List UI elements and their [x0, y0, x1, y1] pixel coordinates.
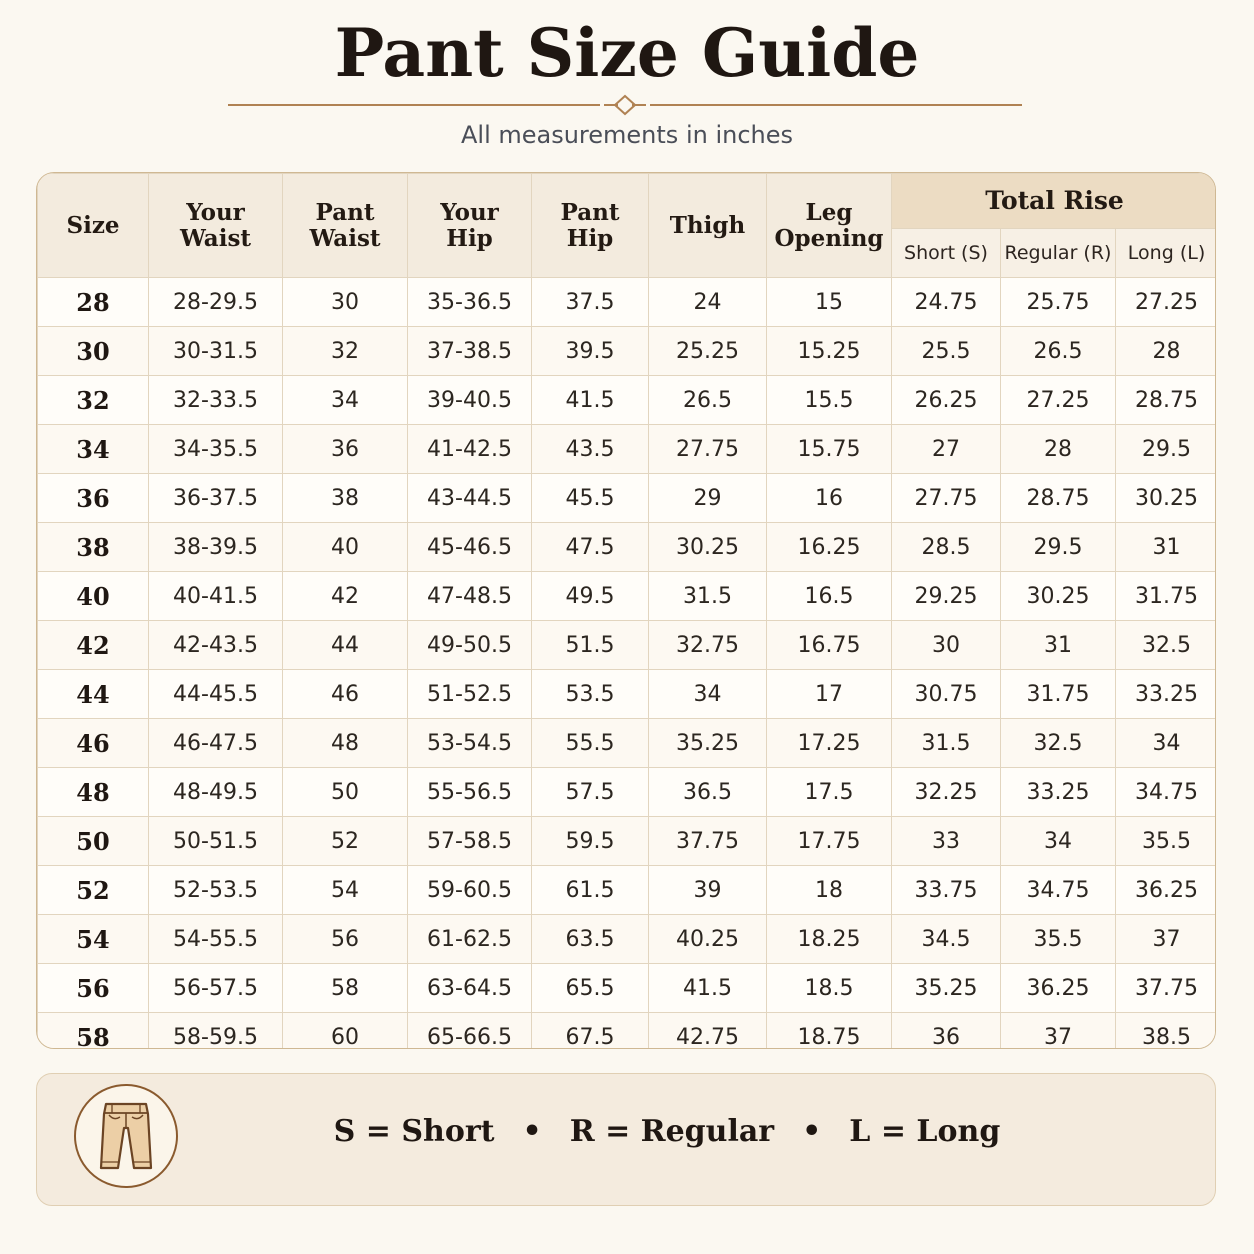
cell-pant-waist: 50: [283, 768, 408, 817]
cell-rise-regular: 34: [1001, 817, 1116, 866]
page-title: Pant Size Guide: [334, 14, 920, 92]
cell-your-hip: 35-36.5: [408, 278, 532, 327]
cell-size: 32: [38, 376, 149, 425]
table-row: [38, 278, 1217, 327]
cell-pant-waist: 44: [283, 621, 408, 670]
cell-pant-hip: 43.5: [532, 425, 649, 474]
cell-leg-opening: 16.25: [767, 523, 892, 572]
size-table-body: [38, 278, 1217, 1050]
cell-rise-long: 36.25: [1116, 866, 1217, 915]
header-size: [38, 174, 149, 278]
cell-your-waist: 34-35.5: [149, 425, 283, 474]
cell-your-hip: 51-52.5: [408, 670, 532, 719]
cell-pant-hip: 47.5: [532, 523, 649, 572]
cell-size: 52: [38, 866, 149, 915]
cell-rise-long: 30.25: [1116, 474, 1217, 523]
header-size-label: Size: [66, 211, 120, 239]
cell-leg-opening: 16: [767, 474, 892, 523]
cell-rise-long: 27.25: [1116, 278, 1217, 327]
cell-thigh: 40.25: [649, 915, 767, 964]
cell-rise-regular: 26.5: [1001, 327, 1116, 376]
cell-rise-long: 32.5: [1116, 621, 1217, 670]
cell-thigh: 27.75: [649, 425, 767, 474]
cell-pant-waist: 30: [283, 278, 408, 327]
subheader-long: Long (L): [1116, 229, 1217, 278]
table-row: [38, 572, 1217, 621]
header-your-hip: [408, 174, 532, 278]
cell-your-hip: 47-48.5: [408, 572, 532, 621]
header-label-line: Pant: [315, 198, 375, 226]
cell-rise-regular: 35.5: [1001, 915, 1116, 964]
cell-leg-opening: 18.75: [767, 1013, 892, 1050]
legend-text: [217, 1114, 1117, 1149]
cell-pant-hip: 61.5: [532, 866, 649, 915]
cell-your-hip: 39-40.5: [408, 376, 532, 425]
cell-rise-long: 37.75: [1116, 964, 1217, 1013]
cell-rise-long: 31: [1116, 523, 1217, 572]
cell-rise-short: 26.25: [892, 376, 1001, 425]
cell-pant-hip: 59.5: [532, 817, 649, 866]
cell-leg-opening: 15: [767, 278, 892, 327]
cell-rise-regular: 29.5: [1001, 523, 1116, 572]
cell-thigh: 34: [649, 670, 767, 719]
header-leg-opening: [767, 174, 892, 278]
cell-rise-regular: 27.25: [1001, 376, 1116, 425]
cell-leg-opening: 16.5: [767, 572, 892, 621]
size-table: [37, 173, 1216, 1049]
cell-rise-short: 32.25: [892, 768, 1001, 817]
cell-rise-short: 30.75: [892, 670, 1001, 719]
pants-icon: [74, 1084, 178, 1188]
header-label-line: Opening: [774, 224, 884, 252]
cell-your-waist: 50-51.5: [149, 817, 283, 866]
cell-your-hip: 55-56.5: [408, 768, 532, 817]
cell-leg-opening: 18: [767, 866, 892, 915]
table-row: [38, 670, 1217, 719]
cell-your-waist: 52-53.5: [149, 866, 283, 915]
cell-rise-long: 31.75: [1116, 572, 1217, 621]
cell-rise-regular: 34.75: [1001, 866, 1116, 915]
cell-rise-short: 33.75: [892, 866, 1001, 915]
cell-leg-opening: 15.5: [767, 376, 892, 425]
cell-your-hip: 57-58.5: [408, 817, 532, 866]
cell-pant-waist: 38: [283, 474, 408, 523]
cell-rise-regular: 31: [1001, 621, 1116, 670]
table-row: [38, 621, 1217, 670]
cell-your-hip: 41-42.5: [408, 425, 532, 474]
cell-your-hip: 43-44.5: [408, 474, 532, 523]
cell-leg-opening: 17.75: [767, 817, 892, 866]
cell-rise-short: 29.25: [892, 572, 1001, 621]
cell-your-waist: 32-33.5: [149, 376, 283, 425]
cell-rise-short: 35.25: [892, 964, 1001, 1013]
header-label-line: Pant: [560, 198, 620, 226]
size-table-container: [36, 172, 1216, 1049]
cell-pant-hip: 49.5: [532, 572, 649, 621]
cell-rise-long: 28: [1116, 327, 1217, 376]
cell-size: 42: [38, 621, 149, 670]
cell-leg-opening: 15.75: [767, 425, 892, 474]
cell-rise-long: 38.5: [1116, 1013, 1217, 1050]
cell-pant-hip: 37.5: [532, 278, 649, 327]
cell-leg-opening: 17.25: [767, 719, 892, 768]
cell-rise-short: 27.75: [892, 474, 1001, 523]
table-row: [38, 474, 1217, 523]
header-your-waist: [149, 174, 283, 278]
header-label-line: Hip: [446, 224, 493, 252]
legend-item-regular: R = Regular: [569, 1114, 775, 1149]
cell-your-waist: 28-29.5: [149, 278, 283, 327]
header-label-line: Your: [186, 198, 245, 226]
header-label-line: Waist: [309, 224, 381, 252]
header-label-line: Thigh: [669, 211, 746, 239]
cell-pant-waist: 60: [283, 1013, 408, 1050]
cell-your-hip: 63-64.5: [408, 964, 532, 1013]
cell-rise-regular: 28: [1001, 425, 1116, 474]
cell-leg-opening: 16.75: [767, 621, 892, 670]
cell-rise-short: 27: [892, 425, 1001, 474]
cell-your-hip: 65-66.5: [408, 1013, 532, 1050]
cell-your-waist: 56-57.5: [149, 964, 283, 1013]
cell-rise-short: 24.75: [892, 278, 1001, 327]
cell-thigh: 32.75: [649, 621, 767, 670]
cell-thigh: 42.75: [649, 1013, 767, 1050]
cell-pant-waist: 36: [283, 425, 408, 474]
cell-rise-regular: 33.25: [1001, 768, 1116, 817]
cell-rise-regular: 37: [1001, 1013, 1116, 1050]
cell-your-hip: 49-50.5: [408, 621, 532, 670]
subheader-regular: Regular (R): [1001, 229, 1116, 278]
legend-panel: [36, 1073, 1216, 1206]
cell-pant-hip: 57.5: [532, 768, 649, 817]
cell-leg-opening: 15.25: [767, 327, 892, 376]
table-row: [38, 327, 1217, 376]
cell-rise-short: 28.5: [892, 523, 1001, 572]
cell-pant-waist: 34: [283, 376, 408, 425]
cell-pant-hip: 67.5: [532, 1013, 649, 1050]
cell-pant-waist: 42: [283, 572, 408, 621]
cell-pant-hip: 63.5: [532, 915, 649, 964]
cell-pant-hip: 39.5: [532, 327, 649, 376]
cell-your-hip: 59-60.5: [408, 866, 532, 915]
cell-rise-long: 29.5: [1116, 425, 1217, 474]
table-row: [38, 768, 1217, 817]
cell-thigh: 31.5: [649, 572, 767, 621]
legend-separator: •: [522, 1114, 542, 1149]
cell-pant-hip: 51.5: [532, 621, 649, 670]
table-row: [38, 866, 1217, 915]
cell-your-hip: 37-38.5: [408, 327, 532, 376]
header-pant-waist: [283, 174, 408, 278]
cell-size: 40: [38, 572, 149, 621]
cell-leg-opening: 18.25: [767, 915, 892, 964]
cell-pant-waist: 54: [283, 866, 408, 915]
cell-thigh: 25.25: [649, 327, 767, 376]
cell-rise-regular: 28.75: [1001, 474, 1116, 523]
table-row: [38, 425, 1217, 474]
cell-leg-opening: 18.5: [767, 964, 892, 1013]
cell-rise-short: 30: [892, 621, 1001, 670]
cell-size: 38: [38, 523, 149, 572]
table-row: [38, 1013, 1217, 1050]
cell-pant-waist: 52: [283, 817, 408, 866]
header-pant-hip: [532, 174, 649, 278]
cell-pant-hip: 53.5: [532, 670, 649, 719]
cell-your-waist: 48-49.5: [149, 768, 283, 817]
cell-rise-long: 35.5: [1116, 817, 1217, 866]
cell-your-waist: 44-45.5: [149, 670, 283, 719]
cell-rise-short: 36: [892, 1013, 1001, 1050]
legend-item-long: L = Long: [849, 1114, 1001, 1149]
cell-pant-hip: 65.5: [532, 964, 649, 1013]
cell-rise-regular: 30.25: [1001, 572, 1116, 621]
cell-size: 36: [38, 474, 149, 523]
legend-separator: •: [802, 1114, 822, 1149]
cell-your-waist: 46-47.5: [149, 719, 283, 768]
header-label-line: Hip: [566, 224, 614, 252]
page-subtitle: All measurements in inches: [460, 121, 793, 149]
cell-thigh: 26.5: [649, 376, 767, 425]
header-label-line: Your: [440, 198, 499, 226]
cell-rise-long: 34: [1116, 719, 1217, 768]
cell-rise-long: 34.75: [1116, 768, 1217, 817]
legend-item-short: S = Short: [333, 1114, 495, 1149]
cell-thigh: 37.75: [649, 817, 767, 866]
cell-your-hip: 61-62.5: [408, 915, 532, 964]
cell-rise-short: 33: [892, 817, 1001, 866]
header-thigh: [649, 174, 767, 278]
cell-pant-waist: 32: [283, 327, 408, 376]
cell-thigh: 30.25: [649, 523, 767, 572]
cell-your-waist: 30-31.5: [149, 327, 283, 376]
table-row: [38, 915, 1217, 964]
cell-thigh: 41.5: [649, 964, 767, 1013]
cell-thigh: 24: [649, 278, 767, 327]
cell-your-waist: 38-39.5: [149, 523, 283, 572]
cell-pant-waist: 48: [283, 719, 408, 768]
header-label-line: Leg: [805, 198, 853, 226]
cell-your-waist: 54-55.5: [149, 915, 283, 964]
cell-rise-short: 25.5: [892, 327, 1001, 376]
cell-pant-waist: 56: [283, 915, 408, 964]
header-label-line: Waist: [179, 224, 252, 252]
cell-leg-opening: 17.5: [767, 768, 892, 817]
cell-size: 56: [38, 964, 149, 1013]
cell-your-waist: 42-43.5: [149, 621, 283, 670]
cell-size: 34: [38, 425, 149, 474]
cell-rise-long: 37: [1116, 915, 1217, 964]
cell-rise-short: 34.5: [892, 915, 1001, 964]
cell-size: 48: [38, 768, 149, 817]
cell-leg-opening: 17: [767, 670, 892, 719]
cell-thigh: 29: [649, 474, 767, 523]
cell-pant-waist: 46: [283, 670, 408, 719]
cell-pant-waist: 40: [283, 523, 408, 572]
cell-thigh: 39: [649, 866, 767, 915]
cell-size: 30: [38, 327, 149, 376]
cell-pant-hip: 55.5: [532, 719, 649, 768]
cell-your-waist: 58-59.5: [149, 1013, 283, 1050]
cell-size: 50: [38, 817, 149, 866]
cell-pant-hip: 45.5: [532, 474, 649, 523]
cell-size: 46: [38, 719, 149, 768]
subheader-short: Short (S): [892, 229, 1001, 278]
cell-thigh: 36.5: [649, 768, 767, 817]
cell-your-hip: 45-46.5: [408, 523, 532, 572]
table-row: [38, 376, 1217, 425]
cell-rise-regular: 31.75: [1001, 670, 1116, 719]
cell-pant-hip: 41.5: [532, 376, 649, 425]
cell-rise-long: 33.25: [1116, 670, 1217, 719]
cell-rise-long: 28.75: [1116, 376, 1217, 425]
cell-rise-regular: 25.75: [1001, 278, 1116, 327]
table-row: [38, 523, 1217, 572]
cell-your-waist: 40-41.5: [149, 572, 283, 621]
cell-size: 54: [38, 915, 149, 964]
cell-rise-regular: 32.5: [1001, 719, 1116, 768]
table-row: [38, 964, 1217, 1013]
title-divider-ornament: [228, 94, 1022, 116]
cell-your-hip: 53-54.5: [408, 719, 532, 768]
header-total-rise: Total Rise: [892, 174, 1217, 229]
table-row: [38, 719, 1217, 768]
cell-rise-regular: 36.25: [1001, 964, 1116, 1013]
cell-size: 28: [38, 278, 149, 327]
cell-thigh: 35.25: [649, 719, 767, 768]
cell-rise-short: 31.5: [892, 719, 1001, 768]
cell-size: 58: [38, 1013, 149, 1050]
cell-pant-waist: 58: [283, 964, 408, 1013]
cell-your-waist: 36-37.5: [149, 474, 283, 523]
cell-size: 44: [38, 670, 149, 719]
table-row: [38, 817, 1217, 866]
